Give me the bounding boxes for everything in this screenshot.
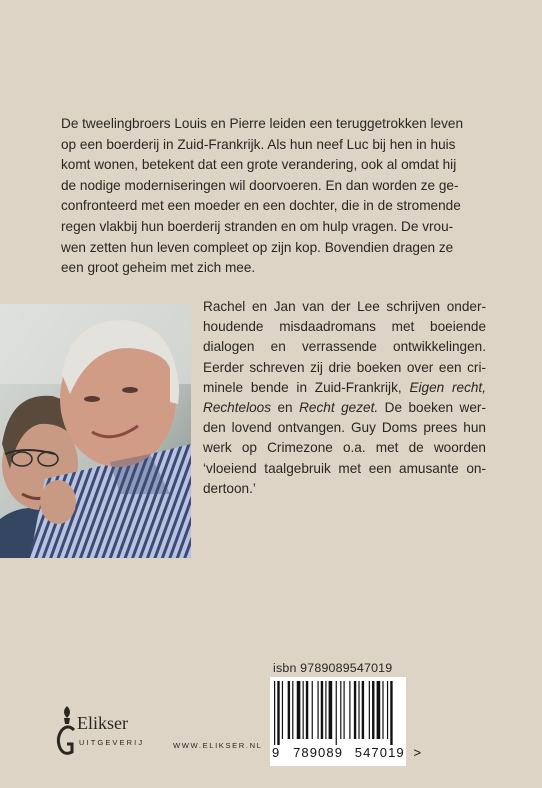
book-title-eigen-recht: Eigen recht, (409, 379, 486, 395)
blurb-line: De tweelingbroers Louis en Pierre leiden een teruggetrokken leven (61, 116, 464, 131)
blurb-line: komt wonen, betekent dat een grote verandering, ook al omdat hij (61, 157, 457, 173)
bio-line: ‘vloeiend taalgebruik met een amusante on- (203, 460, 486, 476)
barcode-bar (282, 681, 283, 739)
barcode-bar (387, 681, 388, 739)
barcode-bar (297, 681, 301, 739)
barcode-bar (303, 681, 304, 739)
publisher-website: WWW.ELIKSER.NL (173, 741, 263, 750)
bio-line: Eerder schreven zij drie boeken over een cri- (203, 359, 486, 375)
barcode-bar (329, 681, 333, 739)
barcode-digits (272, 745, 423, 760)
barcode-digits-left-group: 789089 (293, 745, 344, 760)
author-bio (203, 297, 486, 499)
bio-text: De boeken wer- (378, 400, 486, 416)
blurb-line: regen vlakbij hun boerderij stranden en om hulp vragen. De vrou- (61, 218, 454, 234)
bio-line: werk op Crimezone o.a. met de woorden (203, 440, 486, 456)
bio-text: en (271, 400, 300, 416)
barcode-bar (274, 681, 275, 745)
barcode-bar (292, 681, 293, 739)
barcode-bar (325, 681, 326, 739)
blurb-line: op een boerderij in Zuid-Frankrijk. Als hun neef Luc bij hen in huis (61, 136, 456, 152)
blurb-line: een groot geheim met zich mee. (61, 260, 256, 276)
blurb-line: wen zetten hun leven compleet op zijn kop. Bovendien dragen ze (61, 239, 454, 255)
isbn-label: isbn 9789089547019 (273, 661, 393, 675)
barcode-digit-lead: 9 (272, 745, 281, 760)
bio-line: dertoon.’ (203, 480, 256, 496)
barcode-bar (377, 681, 381, 739)
blurb-line: confronteerd met een moeder en een dochter, die in de stromende (61, 198, 461, 214)
barcode-bar (277, 681, 279, 745)
author-photo (0, 304, 191, 558)
bio-line: Rachel en Jan van der Lee schrijven onder- (203, 299, 486, 314)
bio-text: minele bende in Zuid-Frankrijk, (203, 379, 410, 395)
barcode-bar (358, 681, 359, 739)
barcode-bar (349, 681, 350, 739)
book-title-recht-gezet: Recht gezet. (299, 400, 379, 416)
barcode-bar (382, 681, 383, 739)
barcode-bar (369, 681, 370, 739)
barcode-bar (362, 681, 364, 739)
bio-line: dialogen en verrassende ontwikkelingen. (203, 339, 486, 355)
blurb-line: de nodige moderniseringen wil doorvoeren. En dan worden ze ge- (61, 177, 459, 193)
publisher-name: Elikser (77, 713, 128, 733)
barcode-bar (312, 681, 313, 739)
barcode-bar (390, 681, 392, 745)
barcode-bar (340, 681, 341, 739)
barcode-bar (372, 681, 374, 739)
back-cover-blurb (61, 114, 486, 279)
barcode-bar (344, 681, 345, 739)
bio-line (203, 378, 486, 398)
publisher-subtitle: UITGEVERIJ (79, 738, 145, 747)
barcode-bar (321, 681, 323, 739)
barcode-bar (288, 681, 290, 739)
barcode-bar (317, 681, 318, 739)
bio-line: den lovend ontvangen. Guy Doms prees hun (203, 420, 486, 436)
book-title-rechteloos: Rechteloos (203, 400, 272, 416)
bio-line (203, 398, 486, 418)
barcode-arrow: > (413, 745, 423, 760)
barcode-bar (354, 681, 356, 739)
barcode-bar (336, 681, 337, 745)
bio-line: houdende misdaadromans met boeiende (203, 319, 486, 335)
barcode-bar (306, 681, 308, 739)
barcode-digits-right-group: 547019 (354, 745, 405, 760)
